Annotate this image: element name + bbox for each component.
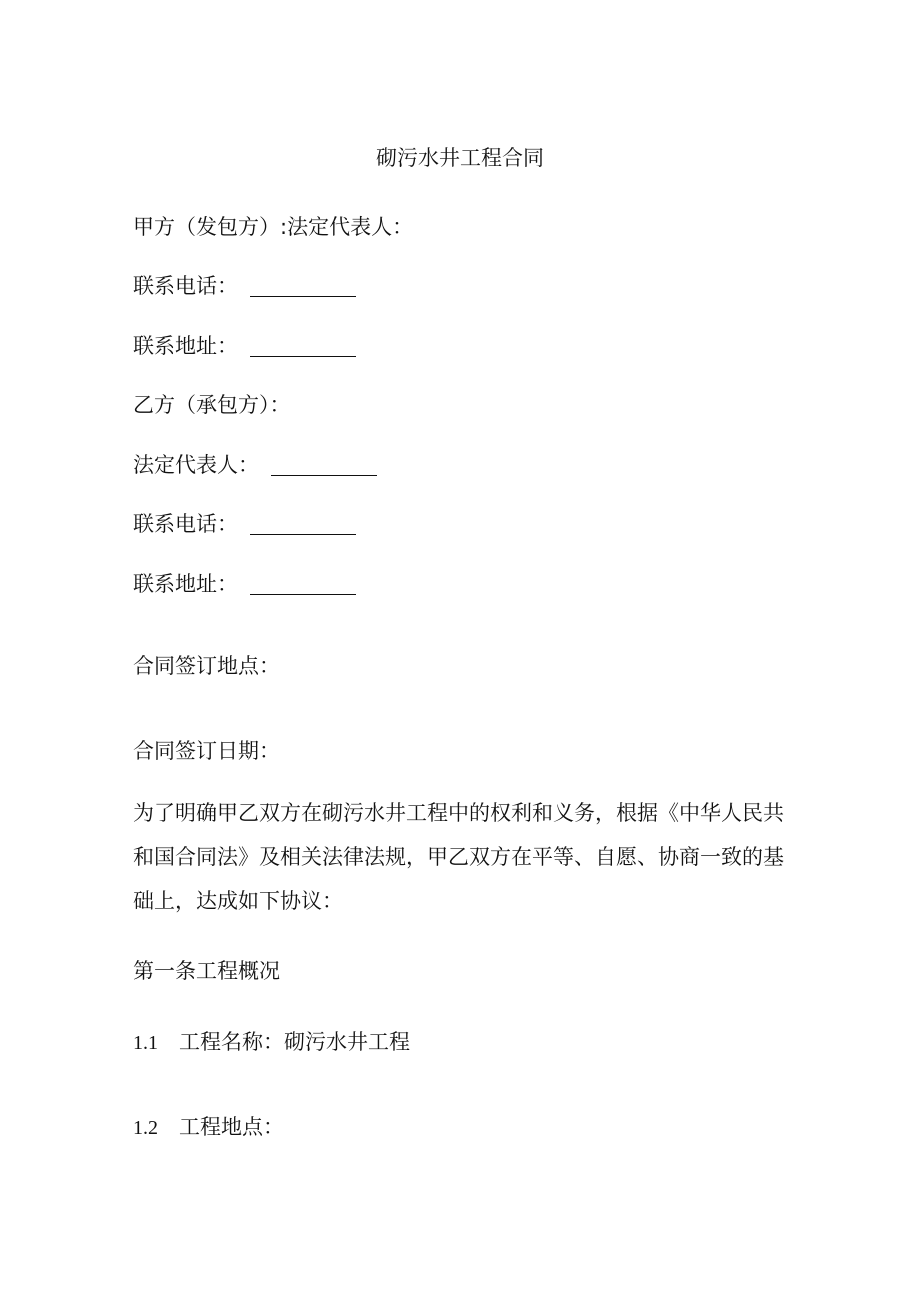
party-a-phone-blank (250, 274, 356, 297)
party-a-address-label: 联系地址： (133, 334, 238, 358)
party-b-address-label: 联系地址： (133, 572, 238, 596)
party-b-line: 乙方（承包方）： (133, 393, 291, 417)
item-1-2-row (133, 1112, 284, 1143)
party-b-rep-label: 法定代表人： (133, 453, 259, 477)
article-1-heading: 第一条工程概况 (133, 959, 280, 983)
party-a-address-blank (250, 334, 356, 357)
item-1-2-number: 1.2 (133, 1117, 158, 1139)
sign-date-label: 合同签订日期： (133, 739, 280, 763)
document-title: 砌污水井工程合同 (376, 146, 544, 170)
party-b-phone-label: 联系电话： (133, 512, 238, 536)
party-b-phone-row (133, 509, 356, 539)
item-1-2-text: 工程地点： (179, 1115, 284, 1139)
party-b-address-row (133, 569, 356, 599)
party-a-line: 甲方（发包方）:法定代表人： (133, 215, 414, 239)
party-b-rep-row (133, 450, 377, 480)
party-a-phone-row (133, 271, 356, 301)
party-a-address-row (133, 331, 356, 361)
party-b-rep-blank (271, 453, 377, 476)
item-1-1-number: 1.1 (133, 1032, 158, 1054)
item-1-1-row (133, 1027, 410, 1058)
preamble-paragraph: 为了明确甲乙双方在砌污水井工程中的权利和义务，根据《中华人民共和国合同法》及相关法律法规，甲乙双方在平等、自愿、协商一致的基础上，达成如下协议： (133, 801, 784, 913)
party-a-phone-label: 联系电话： (133, 274, 238, 298)
party-b-phone-blank (250, 512, 356, 535)
sign-place-label: 合同签订地点： (133, 654, 280, 678)
party-b-address-blank (250, 572, 356, 595)
item-1-1-text: 工程名称：砌污水井工程 (179, 1030, 410, 1054)
